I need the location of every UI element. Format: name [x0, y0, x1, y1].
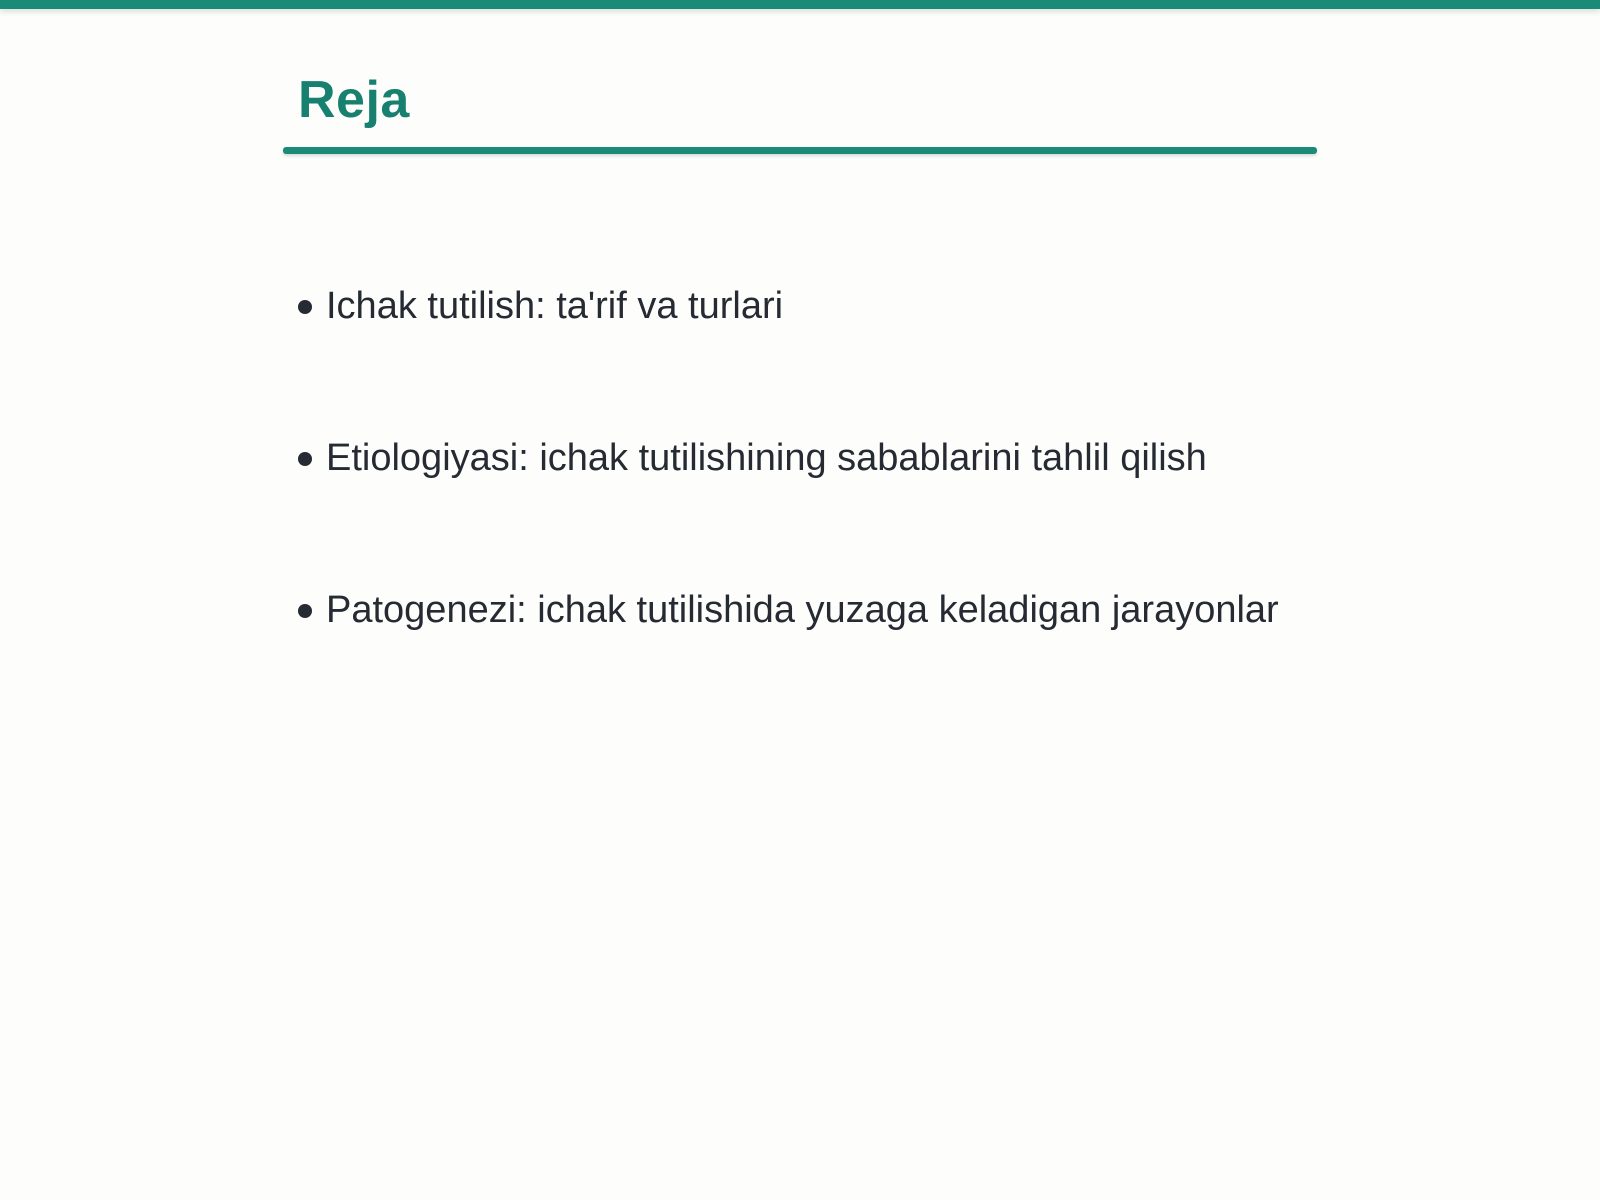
list-item — [298, 584, 1279, 636]
list-item-text: Patogenezi: ichak tutilishida yuzaga keladigan jarayonlar — [326, 588, 1279, 631]
bullet-icon — [298, 300, 312, 314]
agenda-list — [298, 280, 1279, 736]
title-underline — [283, 147, 1317, 154]
bullet-icon — [298, 604, 312, 618]
list-item — [298, 432, 1279, 484]
list-item-text: Etiologiyasi: ichak tutilishining sabablarini tahlil qilish — [326, 436, 1207, 479]
list-item-text: Ichak tutilish: ta'rif va turlari — [326, 284, 784, 327]
list-item — [298, 280, 1279, 332]
bullet-icon — [298, 452, 312, 466]
slide-title: Reja — [298, 71, 410, 129]
